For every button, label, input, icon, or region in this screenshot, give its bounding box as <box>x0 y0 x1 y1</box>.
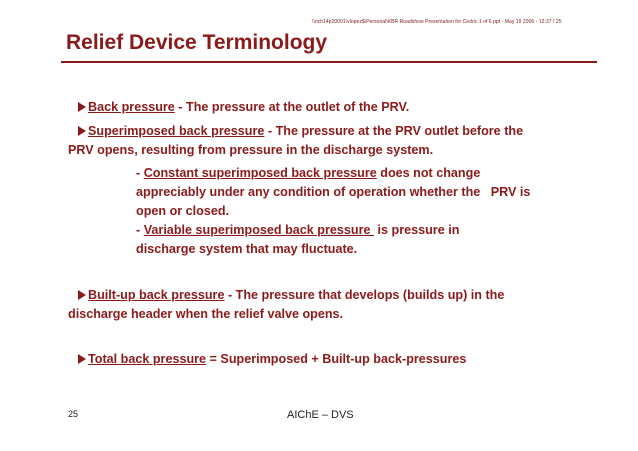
slide-number: 25 <box>68 409 79 419</box>
triangle-bullet-icon <box>78 354 86 364</box>
term-constant-superimposed: Constant superimposed back pressure <box>143 166 377 180</box>
bullet-built-up-back-pressure <box>78 286 598 305</box>
sub-bullet-constant <box>136 164 576 183</box>
definition-superimposed-line2: PRV opens, resulting from pressure in the discharge system. <box>68 143 434 157</box>
definition-back-pressure: - The pressure at the outlet of the PRV. <box>174 100 410 114</box>
footer-organization: AIChE – DVS <box>287 409 354 421</box>
definition-built-up-line1: - The pressure that develops (builds up) in the <box>224 288 505 302</box>
constant-line3: open or closed. <box>136 204 230 218</box>
bullet-back-pressure <box>78 98 598 117</box>
term-variable-superimposed: Variable superimposed back pressure <box>143 223 374 237</box>
definition-total: = Superimposed + Built-up back-pressures <box>206 352 467 366</box>
constant-line2: appreciably under any condition of operation whether the PRV is <box>136 185 531 199</box>
term-back-pressure: Back pressure <box>88 100 175 114</box>
title-underline-rule <box>61 61 597 63</box>
sub-bullet-dash: - <box>136 223 144 237</box>
constant-line1: does not change <box>376 166 481 180</box>
definition-superimposed-line1: - The pressure at the PRV outlet before the <box>264 124 524 138</box>
triangle-bullet-icon <box>78 126 86 136</box>
term-superimposed-back-pressure: Superimposed back pressure <box>88 124 265 138</box>
term-built-up-back-pressure: Built-up back pressure <box>88 288 225 302</box>
bullet-total-back-pressure <box>78 350 598 369</box>
term-total-back-pressure: Total back pressure <box>88 352 207 366</box>
definition-built-up-line2: discharge header when the relief valve opens. <box>68 307 344 321</box>
file-path-header: \\nch14p20001\vlopez$\Personal\KBR Roadshow Presentation for Cedric 1 of 6.ppt - May 19 2006 - 12:37 / 25 <box>312 19 562 25</box>
sub-bullet-dash: - <box>136 166 144 180</box>
triangle-bullet-icon <box>78 102 86 112</box>
triangle-bullet-icon <box>78 290 86 300</box>
variable-line1: is pressure in <box>374 223 460 237</box>
slide-title: Relief Device Terminology <box>66 31 328 54</box>
sub-bullet-variable <box>136 221 576 240</box>
variable-line2: discharge system that may fluctuate. <box>136 242 358 256</box>
bullet-superimposed-back-pressure <box>78 122 598 141</box>
